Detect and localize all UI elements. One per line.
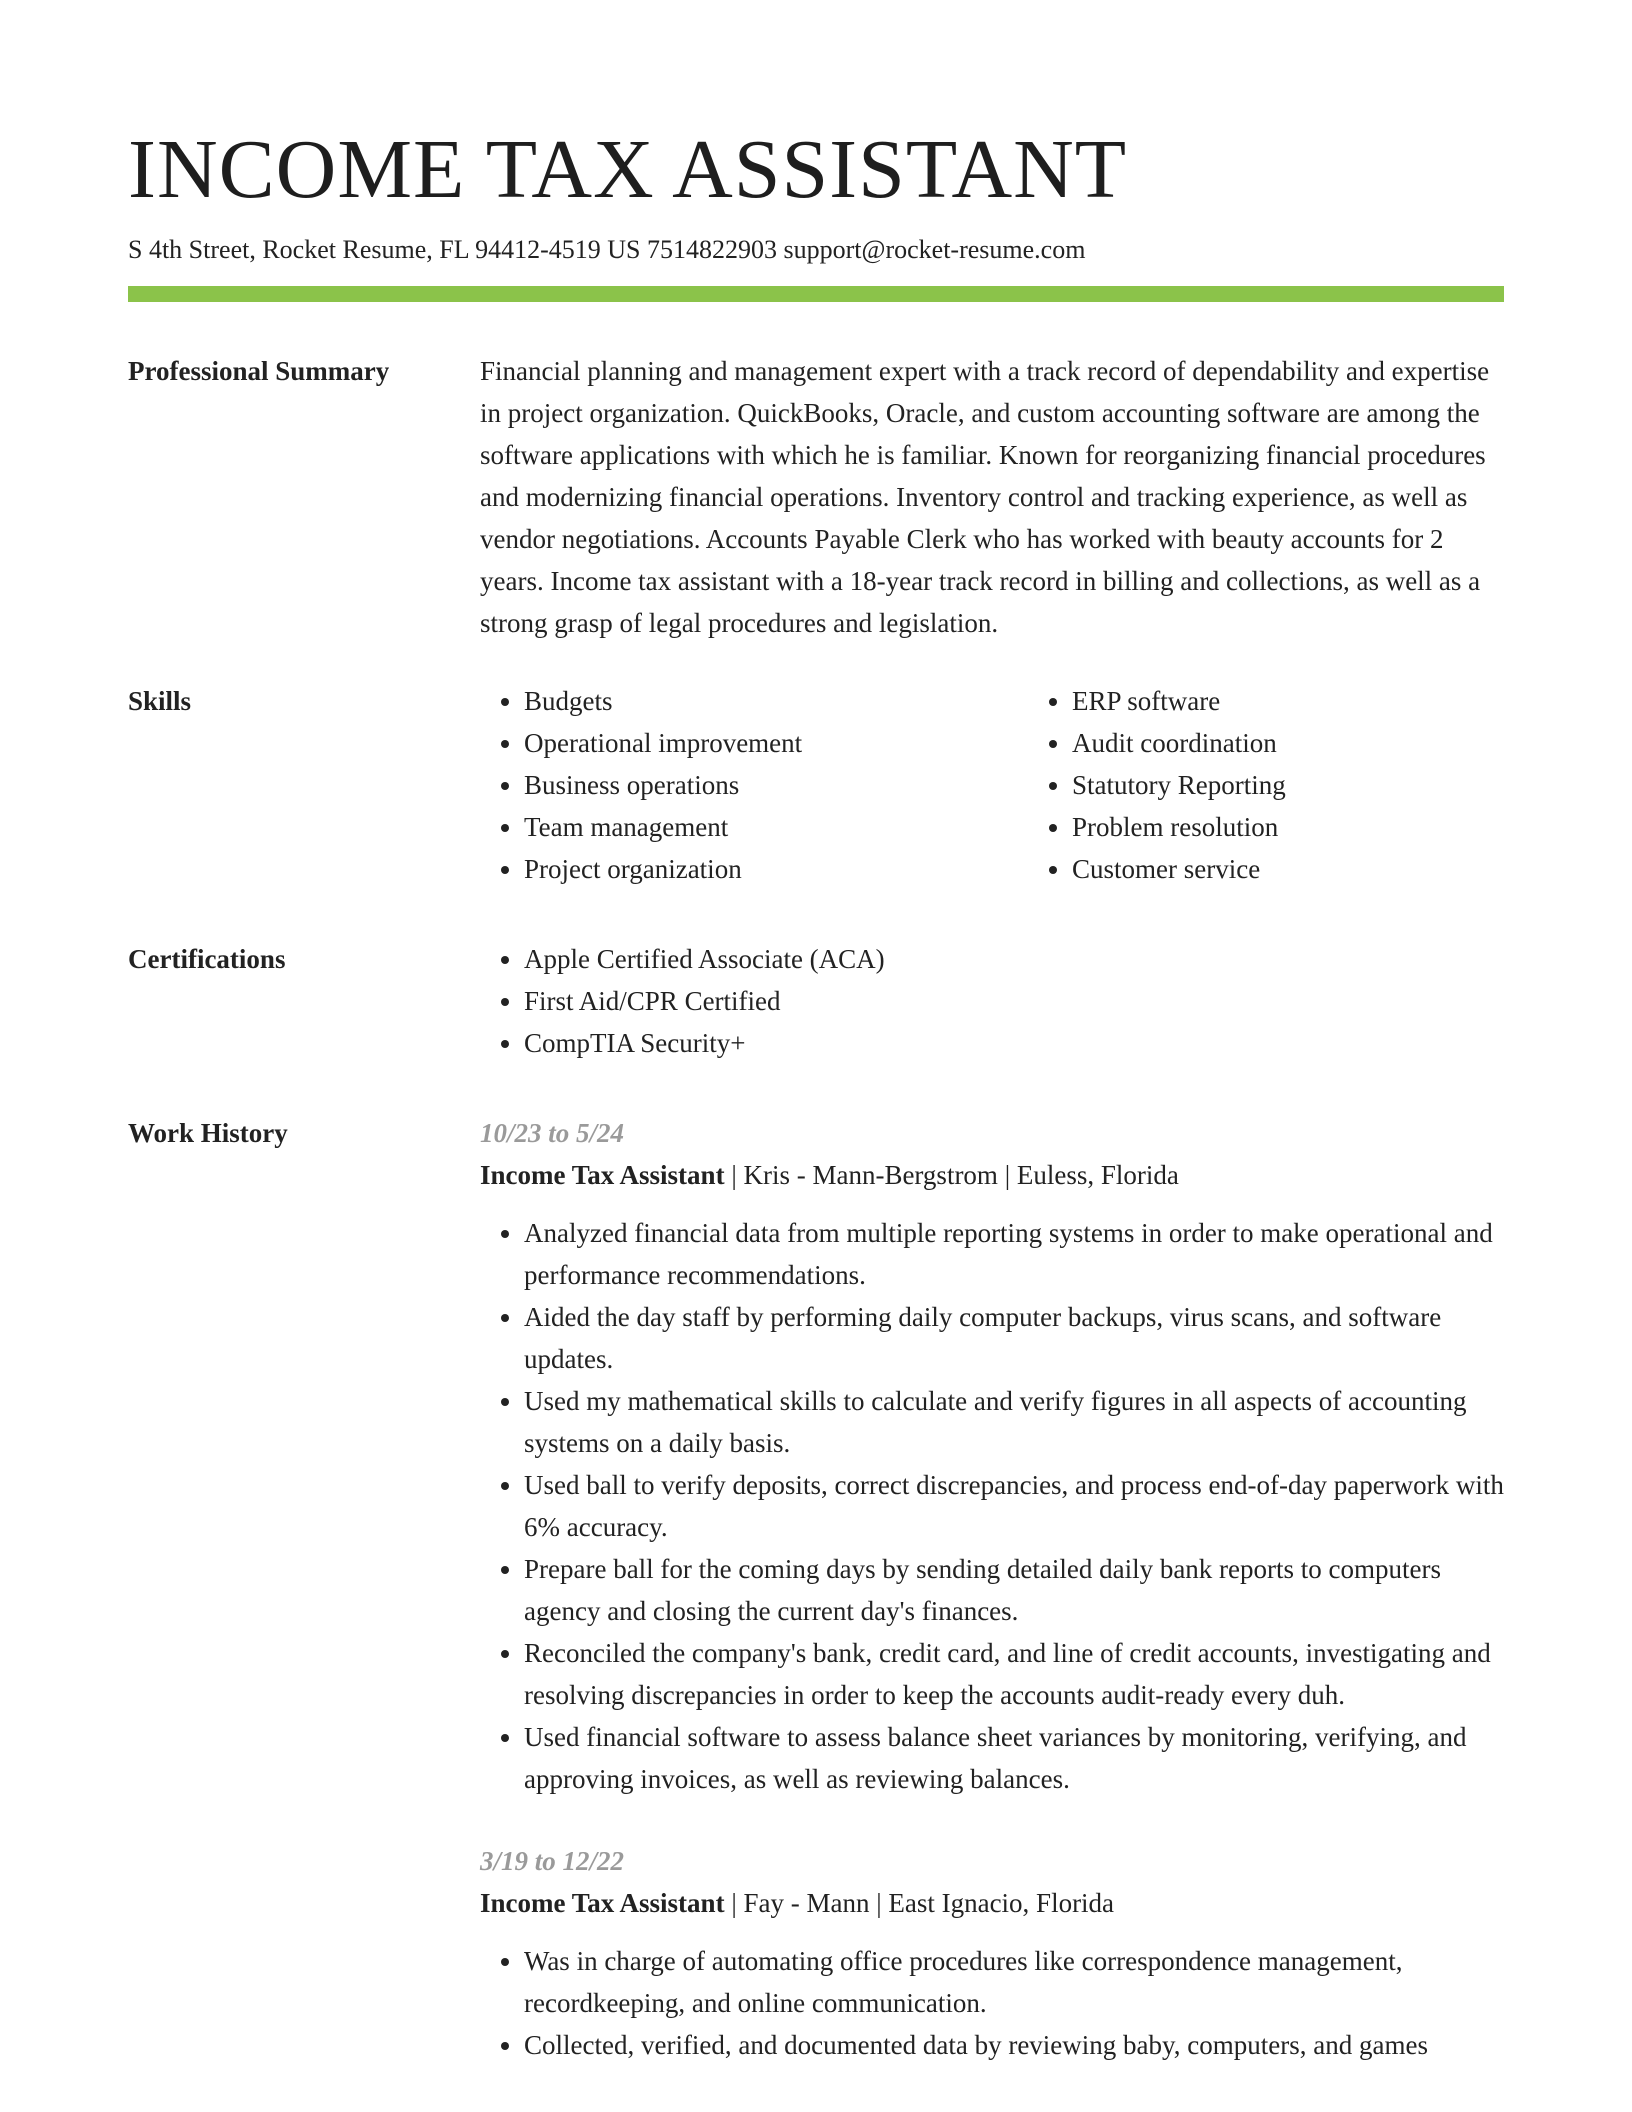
certification-item: • CompTIA Security+ <box>524 1022 1504 1064</box>
job-bullet: • Used ball to verify deposits, correct discrepancies, and process end-of-day paperwork with 6% accuracy. <box>524 1464 1504 1548</box>
job-heading <box>480 1882 1504 1924</box>
skill-item: • Problem resolution <box>1072 806 1576 848</box>
skill-item: • Team management <box>524 806 1028 848</box>
skill-item: • Operational improvement <box>524 722 1028 764</box>
skill-item: • Statutory Reporting <box>1072 764 1576 806</box>
job-bullet-list <box>480 1940 1504 2066</box>
job-bullet: • Collected, verified, and documented data by reviewing baby, computers, and games <box>524 2024 1504 2066</box>
job-title: Income Tax Assistant <box>480 1160 725 1190</box>
job-bullet: • Was in charge of automating office procedures like correspondence management, recordkeeping, and online communication. <box>524 1940 1504 2024</box>
section-label-summary: Professional Summary <box>128 356 390 386</box>
section-summary <box>128 350 1504 644</box>
resume-page <box>128 120 1504 2066</box>
job-bullet: • Used financial software to assess balance sheet variances by monitoring, verifying, and approving invoices, as well as reviewing balances. <box>524 1716 1504 1800</box>
job-bullet: • Reconciled the company's bank, credit card, and line of credit accounts, investigating and resolving discrepancies in order to keep the accounts audit-ready every duh. <box>524 1632 1504 1716</box>
job-entry <box>480 1840 1504 2066</box>
job-bullet-list <box>480 1212 1504 1800</box>
job-bullet: • Analyzed financial data from multiple reporting systems in order to make operational and performance recommendations. <box>524 1212 1504 1296</box>
job-details: | Kris - Mann-Bergstrom | Euless, Florida <box>724 1160 1179 1190</box>
summary-text: Financial planning and management expert with a track record of dependability and expertise in project organization. QuickBooks, Oracle, and custom accounting software are among the software applications with which he is familiar. Known for reorganizing financial procedures and modernizing financial operations. Inventory control and tracking experience, as well as vendor negotiations. Accounts Payable Clerk who has worked with beauty accounts for 2 years. Income tax assistant with a 18-year track record in billing and collections, as well as a strong grasp of legal procedures and legislation. <box>480 356 1490 638</box>
certification-item: • First Aid/CPR Certified <box>524 980 1504 1022</box>
skill-item: • Customer service <box>1072 848 1576 890</box>
skill-item: • Project organization <box>524 848 1028 890</box>
job-bullet: • Used my mathematical skills to calculate and verify figures in all aspects of accounting systems on a daily basis. <box>524 1380 1504 1464</box>
job-entry <box>480 1112 1504 1800</box>
job-bullet: • Prepare ball for the coming days by sending detailed daily bank reports to computers agency and closing the current day's finances. <box>524 1548 1504 1632</box>
job-title: Income Tax Assistant <box>480 1888 725 1918</box>
section-work-history <box>128 1112 1504 2066</box>
section-label-work-history: Work History <box>128 1118 288 1148</box>
skill-item: • Audit coordination <box>1072 722 1576 764</box>
job-bullet: • Aided the day staff by performing daily computer backups, virus scans, and software updates. <box>524 1296 1504 1380</box>
header-divider <box>128 286 1504 302</box>
job-dates: 3/19 to 12/22 <box>480 1846 625 1876</box>
skill-item: • Business operations <box>524 764 1028 806</box>
section-skills <box>128 680 1504 890</box>
skill-item: • ERP software <box>1072 680 1576 722</box>
skill-item: • Budgets <box>524 680 1028 722</box>
certification-item: • Apple Certified Associate (ACA) <box>524 938 1504 980</box>
job-heading <box>480 1154 1504 1196</box>
resume-name: INCOME TAX ASSISTANT <box>128 123 1128 216</box>
contact-info: S 4th Street, Rocket Resume, FL 94412-4519 US 7514822903 support@rocket-resume.com <box>128 235 1086 264</box>
section-certifications <box>128 938 1504 1064</box>
certifications-list <box>480 938 1504 1064</box>
skills-list-right <box>1028 680 1576 890</box>
section-label-certifications: Certifications <box>128 944 286 974</box>
job-dates: 10/23 to 5/24 <box>480 1118 625 1148</box>
skills-list-left <box>480 680 1028 890</box>
section-label-skills: Skills <box>128 686 192 716</box>
job-details: | Fay - Mann | East Ignacio, Florida <box>724 1888 1115 1918</box>
